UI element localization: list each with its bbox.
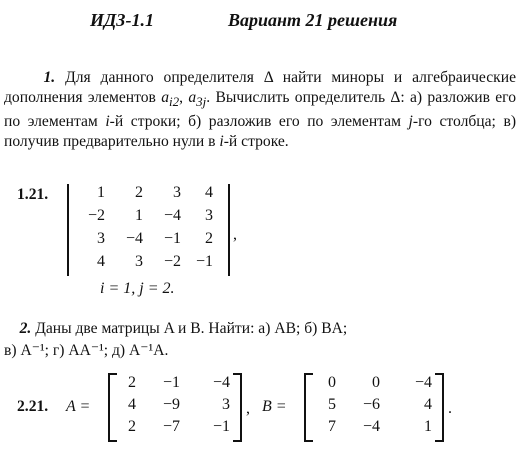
matrix-a-cell: 4 — [128, 396, 136, 413]
det-cell: 3 — [205, 207, 213, 224]
task1-paragraph — [4, 68, 516, 152]
task1-number: 1. — [43, 69, 56, 86]
matrix-a-cell: −9 — [162, 396, 180, 413]
det-cell: 1 — [135, 207, 143, 224]
variant-title: Вариант 21 решения — [228, 10, 398, 30]
det-cell: −1 — [195, 253, 213, 270]
task1-sep: , — [179, 89, 189, 106]
matrix-a-cell: 3 — [222, 396, 230, 413]
elem1: a — [161, 89, 169, 106]
matrix-a — [108, 373, 242, 442]
elem2: a — [188, 89, 197, 106]
determinant — [67, 184, 230, 276]
task2-number: 2. — [19, 320, 32, 337]
det-cell: −1 — [163, 230, 181, 247]
matrix-b-right-bracket — [435, 373, 444, 442]
task1-text-c: -й строки; б) разложив его по элементам — [109, 113, 409, 131]
elem1-sub: i2 — [169, 94, 180, 110]
matrix-b-cell: 4 — [424, 396, 432, 413]
det-cell: 3 — [173, 184, 181, 201]
task1-text-e: -й строке. — [223, 133, 289, 151]
task1-text-d: -го столбца; в) получив предварительно нули в — [4, 113, 517, 151]
det-cell: 4 — [97, 253, 105, 270]
task1-text-a: Для данного определителя Δ найти миноры и алгебраические дополнения элементов — [4, 69, 516, 106]
matrix-a-label: A = — [66, 398, 91, 415]
task2-text: Даны две матрицы A и B. Найти: а) AB; б) BA; — [35, 320, 348, 337]
det-cell: 1 — [97, 184, 105, 201]
matrix-a-grid — [116, 374, 230, 440]
matrix-b-cell: −4 — [362, 418, 380, 435]
det-cell: −4 — [163, 207, 181, 224]
det-cell: 4 — [205, 184, 213, 201]
var-i: i — [105, 113, 110, 131]
det-cell: −2 — [163, 253, 181, 270]
matrix-b — [304, 373, 444, 442]
matrix-b-label: B = — [262, 398, 287, 415]
det-condition: i = 1, j = 2. — [100, 280, 175, 297]
matrix-a-cell: 2 — [128, 418, 136, 435]
matrix-a-right-bracket — [233, 373, 242, 442]
problem-121-label: 1.21. — [17, 186, 49, 203]
det-cell: 2 — [135, 184, 143, 201]
det-cell: −2 — [87, 207, 105, 224]
det-cell: 3 — [135, 253, 143, 270]
task2-line1 — [4, 320, 519, 338]
matrix-b-cell: 7 — [328, 418, 336, 435]
matrices-separator: , — [246, 400, 250, 417]
det-comma: , — [233, 226, 237, 243]
matrix-b-cell: 0 — [328, 374, 336, 391]
det-right-bar — [228, 184, 230, 276]
matrix-b-cell: 1 — [424, 418, 432, 435]
task1-text-b: . Вычислить определитель Δ: а) разложив его по элементам — [4, 89, 516, 131]
matrix-a-cell: −4 — [212, 374, 230, 391]
elem2-sub: 3j — [196, 94, 207, 110]
det-cell: 2 — [205, 230, 213, 247]
problem-221-label: 2.21. — [17, 398, 49, 415]
matrix-b-cell: −6 — [362, 396, 380, 413]
det-left-bar — [67, 184, 69, 276]
doc-code: ИДЗ-1.1 — [90, 10, 154, 30]
determinant-grid — [73, 184, 213, 276]
matrix-b-cell: 0 — [372, 374, 380, 391]
matrix-b-grid — [312, 374, 432, 440]
end-period: . — [448, 400, 452, 417]
matrix-a-cell: 2 — [128, 374, 136, 391]
task2-line2: в) A⁻¹; г) AA⁻¹; д) A⁻¹A. — [4, 342, 169, 359]
matrix-a-cell: −1 — [162, 374, 180, 391]
matrix-b-cell: −4 — [414, 374, 432, 391]
matrix-b-cell: 5 — [328, 396, 336, 413]
var-i2: i — [219, 133, 224, 151]
var-j: j — [408, 113, 413, 131]
det-cell: 3 — [97, 230, 105, 247]
matrix-a-cell: −1 — [212, 418, 230, 435]
det-cell: −4 — [125, 230, 143, 247]
matrix-a-cell: −7 — [162, 418, 180, 435]
